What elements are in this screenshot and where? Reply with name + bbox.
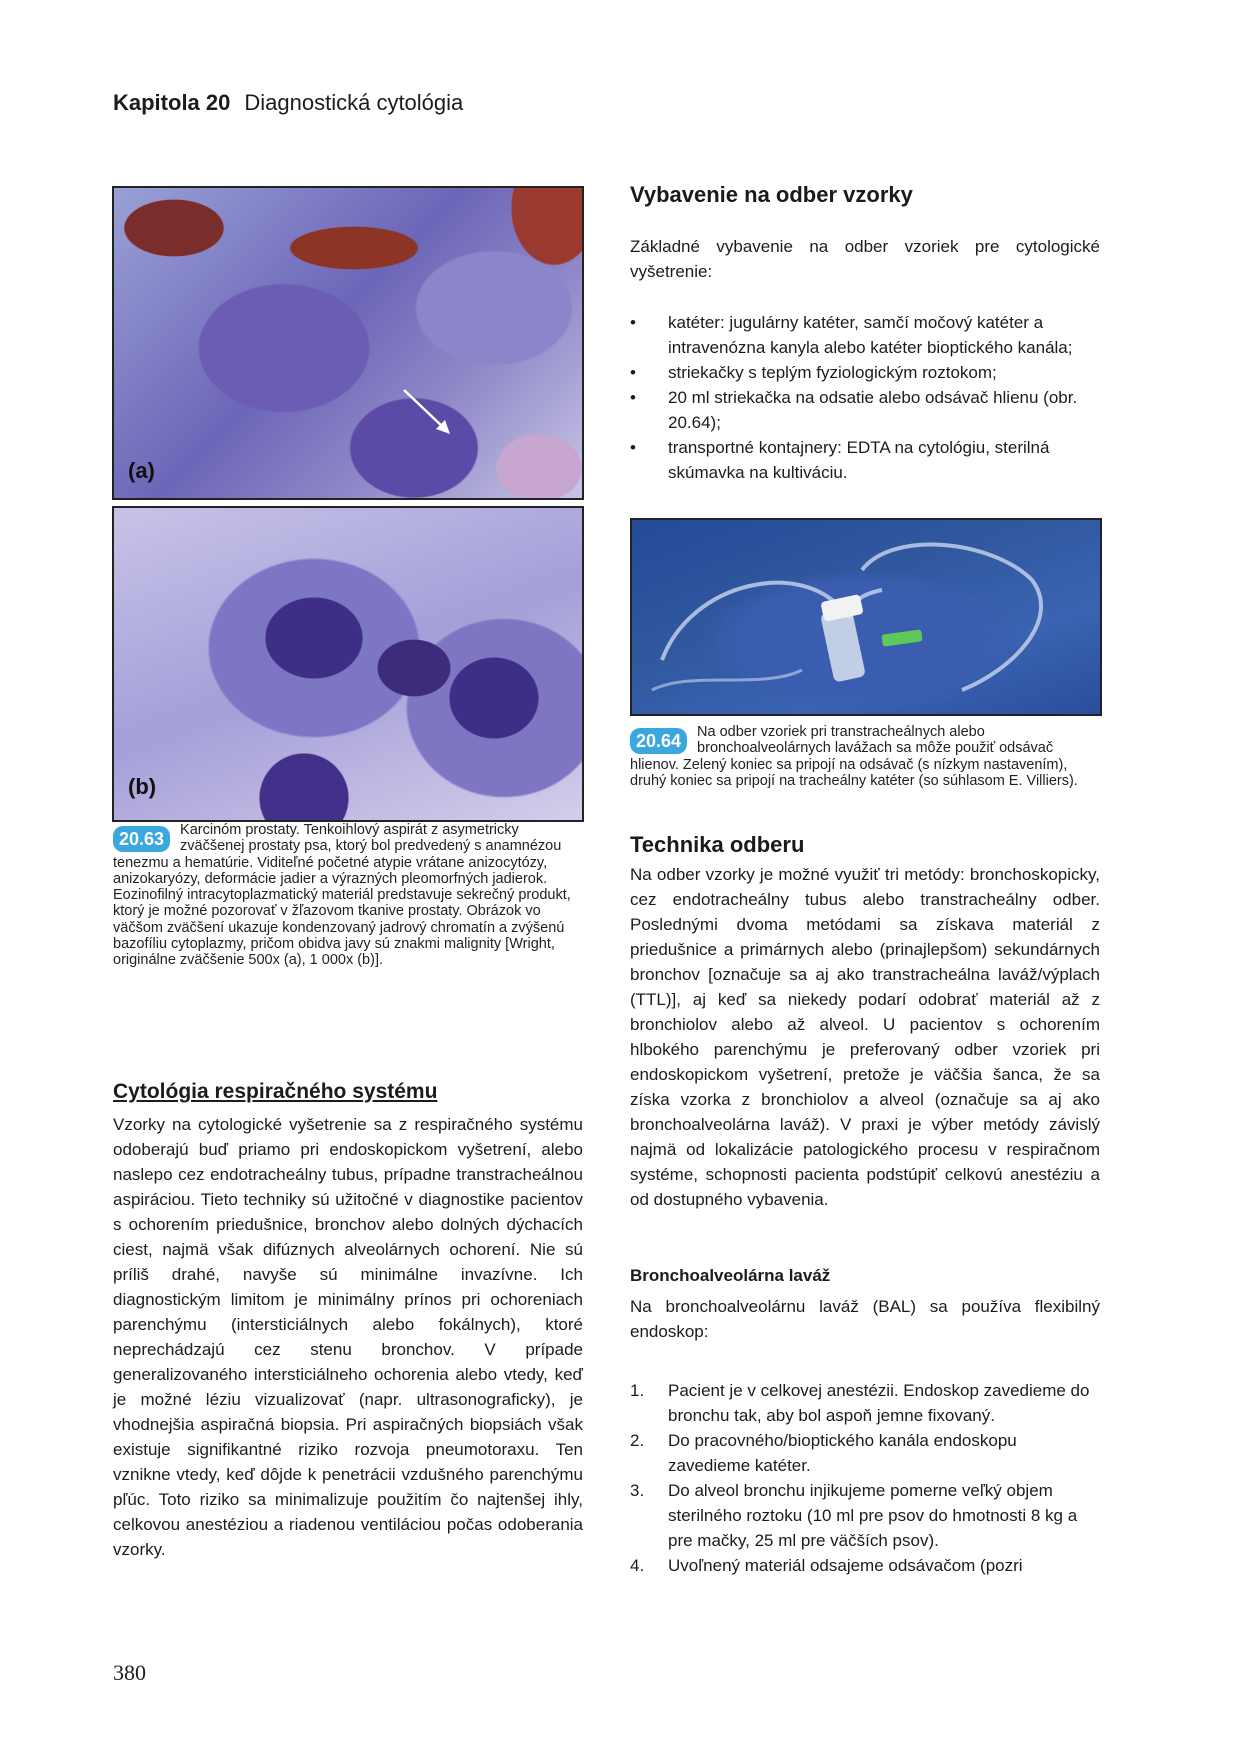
list-item: 2. Do pracovného/bioptického kanála endoskopu zavedieme katéter. [630, 1431, 1017, 1475]
list-item: 1. Pacient je v celkovej anestézii. Endoskop zavedieme do bronchu tak, aby bol aspoň jemne fixovaný. [630, 1381, 1090, 1425]
page-number: 380 [113, 1660, 146, 1685]
respiratory-heading: Cytológia respiračného systému [113, 1080, 438, 1103]
bullet-icon: • [630, 363, 636, 382]
bal-steps-list [630, 1378, 1100, 1578]
respiratory-text: Vzorky na cytologické vyšetrenie sa z respiračného systému odoberajú buď priamo pri endoskopickom vyšetrení, alebo naslepo cez endotracheálny tubus, prípadne transtracheálnou aspiráciou. Tieto techniky sú užitočné v diagnostike pacientov s ochorením priedušnice, bronchov alebo dolných dýchacích ciest, najmä však difúznych alveolárnych ochorení. Nie sú príliš drahé, navyše sú minimálne invazívne. Ich diagnostickým limitom je minimálny prínos pri ochoreniach parenchýmu (intersticiálnych alebo fokálnych), ktoré neprechádzajú cez stenu bronchov. V prípade generalizovaného intersticiálneho ochorenia alebo vtedy, keď je možné léziu vizualizovať (napr. ultrasonograficky), je vhodnejšia aspiračná biopsia. Pri aspiračných biopsiách však existuje signifikantné riziko rozvoja pneumotoraxu. Ten vznikne vtedy, keď dôjde k penetrácii vzdušného parenchýmu pľúc. Toto riziko sa minimalizuje použitím čo najtenšej ihly, celkovou anestéziou a riadenou ventiláciou počas odoberania vzorky. [113, 1115, 583, 1559]
equipment-intro: Základné vybavenie na odber vzoriek pre cytologické vyšetrenie: [630, 237, 1100, 281]
figure-63-caption-text: Karcinóm prostaty. Tenkoihlový aspirát z asymetricky zväčšenej prostaty psa, ktorý bol predvedený s anamnézou tenezmu a hematúrie. Viditeľné početné atypie vrátane anizocytózy, anizokaryózy, deformácie jadier a výrazných pleomorfných jadierok. Eozinofilný intracytoplazmatický materiál predstavuje sekrečný produkt, ktorý je možné pozorovať v žľazovom tkanive prostaty. Obrázok vo väčšom zväčšení ukazuje kondenzovaný jadrový chromatín a zvýšenú bazofíliu cytoplazmy, pričom obidva javy sú znakmi malignity [Wright, originálne zväčšenie 500x (a), 1 000x (b)]. [113, 822, 571, 969]
figure-63b-micrograph [112, 506, 584, 822]
equipment-list [630, 310, 1100, 485]
figure-63a-label: (a) [128, 458, 155, 483]
list-item: 4. Uvoľnený materiál odsajeme odsávačom (pozri [630, 1556, 1023, 1575]
chapter-title: Diagnostická cytológia [244, 90, 464, 115]
chapter-label: Kapitola 20 [113, 90, 231, 115]
figure-64-caption [630, 724, 1100, 789]
figure-63a-micrograph [112, 186, 584, 500]
figure-63-caption [113, 822, 583, 969]
running-head [113, 90, 463, 116]
bullet-icon: • [630, 388, 636, 407]
list-item: • striekačky s teplým fyziologickým roztokom; [630, 360, 1100, 385]
technique-heading: Technika odberu [630, 832, 805, 857]
list-item: • katéter: jugulárny katéter, samčí močový katéter a intravenózna kanyla alebo katéter bioptického kanála; [630, 310, 1100, 360]
list-item: • 20 ml striekačka na odsatie alebo odsávač hlienu (obr. 20.64); [630, 385, 1100, 435]
bal-text: Na bronchoalveolárnu laváž (BAL) sa používa flexibilný endoskop: [630, 1297, 1100, 1341]
figure-64-caption-text: Na odber vzoriek pri transtracheálnych alebo bronchoalveolárnych lavážach sa môže použiť odsávač hlienov. Zelený koniec sa pripojí na odsávač (s nízkym nastavením), druhý koniec sa pripojí na tracheálny katéter (so súhlasom E. Villiers). [630, 724, 1078, 789]
equipment-heading: Vybavenie na odber vzorky [630, 182, 913, 207]
technique-text: Na odber vzorky je možné využiť tri metódy: bronchoskopicky, cez endotracheálny tubus alebo transtracheálny odber. Poslednými dvoma metódami sa získava materiál z priedušnice a primárnych alebo (prinajlepšom) sekundárnych bronchov [označuje sa aj ako transtracheálna laváž/výplach (TTL)], aj keď sa niekedy podarí odobrať materiál až z bronchiolov alebo až alveol. U pacientov s ochorením hlbokého parenchýmu je preferovaný odber vzoriek pri endoskopickom vyšetrení, pretože je väčšia šanca, že sa získa vzorka z bronchiolov a alveol (označuje sa aj ako bronchoalveolárna laváž). V praxi je výber metódy závislý najmä od lokalizácie patologického procesu v respiračnom systéme, schopnosti pacienta podstúpiť celkovú anestéziu a od dostupného vybavenia. [630, 865, 1100, 1209]
bullet-icon: • [630, 313, 636, 332]
figure-number-badge: 20.64 [630, 728, 687, 754]
mucus-extractor-illustration [632, 520, 1100, 714]
figure-64-photo [630, 518, 1102, 716]
bullet-icon: • [630, 438, 636, 457]
list-item: • transportné kontajnery: EDTA na cytológiu, sterilná skúmavka na kultiváciu. [630, 435, 1100, 485]
bal-heading: Bronchoalveolárna laváž [630, 1266, 831, 1285]
figure-63b-label: (b) [128, 774, 157, 799]
arrow-icon [114, 188, 582, 498]
figure-number-badge: 20.63 [113, 826, 170, 852]
list-item: 3. Do alveol bronchu injikujeme pomerne veľký objem sterilného roztoku (10 ml pre psov do hmotnosti 8 kg a pre mačky, 25 ml pre väčších psov). [630, 1481, 1078, 1550]
